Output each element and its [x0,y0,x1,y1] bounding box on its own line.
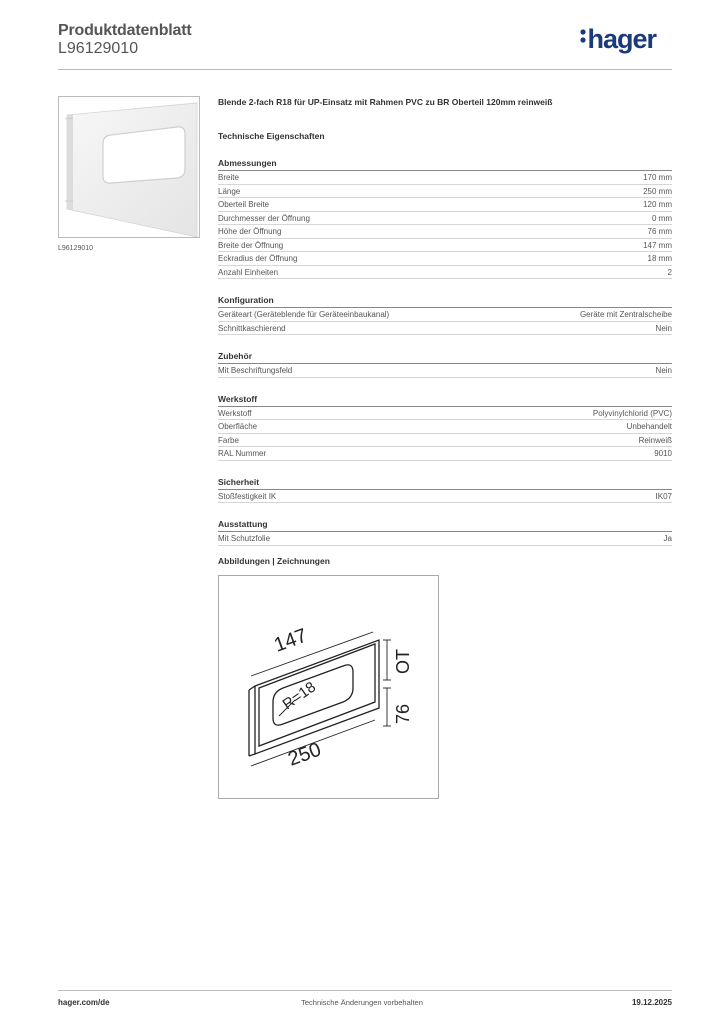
property-row [218,447,672,461]
property-label: Stoßfestigkeit IK [218,491,277,501]
dim-radius-label: R=18 [279,678,320,714]
property-label: Oberteil Breite [218,200,270,209]
property-value: 2 [667,267,672,277]
property-value: Ja [663,534,672,543]
product-title: Blende 2-fach R18 für UP-Einsatz mit Rahmen PVC zu BR Oberteil 120mm reinweiß [218,97,553,107]
section-zubeh-r [218,350,672,378]
property-label: Länge [218,186,241,196]
property-value: 9010 [654,449,672,458]
dim-length-label: 250 [285,738,325,771]
property-value: IK07 [655,491,672,501]
property-row [218,532,672,546]
section-sicherheit [218,476,672,504]
hager-logo [580,20,656,55]
section-ausstattung [218,518,672,546]
dim-width-label: 147 [271,624,311,657]
property-value: 76 mm [647,227,672,236]
property-label: Oberfläche [218,422,258,431]
section-konfiguration [218,294,672,335]
footer-divider [58,990,672,991]
property-row [218,198,672,212]
section-title: Zubehör [218,350,672,364]
property-value: Reinweiß [638,435,672,445]
property-value: 120 mm [643,200,672,209]
property-label: Höhe der Öffnung [218,227,282,236]
dim-top-label: OT [393,649,413,674]
property-value: Unbehandelt [626,422,672,431]
property-value: Polyvinylchlorid (PVC) [592,408,672,418]
property-label: Durchmesser der Öffnung [218,213,310,223]
property-sections [218,157,672,546]
property-row [218,212,672,226]
property-value: Nein [655,323,672,333]
logo-text: hager [587,24,656,54]
section-abmessungen [218,157,672,279]
section-werkstoff [218,393,672,461]
property-value: 170 mm [643,173,672,182]
property-value: 0 mm [652,213,672,223]
property-label: RAL Nummer [218,449,267,458]
section-title: Ausstattung [218,518,672,532]
product-image [58,96,200,238]
footer-notice: Technische Änderungen vorbehalten [301,998,423,1007]
section-title: Sicherheit [218,476,672,490]
section-title: Abmessungen [218,157,672,171]
property-row [218,434,672,448]
property-row [218,171,672,185]
property-row [218,266,672,280]
header-divider [58,69,672,70]
property-value: 250 mm [643,186,672,196]
property-value: 18 mm [647,254,672,263]
property-label: Breite [218,173,239,182]
property-row [218,490,672,504]
property-label: Breite der Öffnung [218,240,284,250]
footer-website: hager.com/de [58,998,110,1007]
article-number: L96129010 [58,40,139,57]
section-title: Werkstoff [218,393,672,407]
property-label: Mit Schutzfolie [218,534,271,543]
footer-date: 19.12.2025 [631,998,672,1007]
document-header [58,20,672,68]
property-value: Geräte mit Zentralscheibe [579,310,672,319]
property-value: 147 mm [643,240,672,250]
property-row [218,322,672,336]
property-value: Nein [655,366,672,375]
property-label: Anzahl Einheiten [218,267,279,277]
product-details [218,96,672,546]
property-label: Farbe [218,435,239,445]
property-label: Mit Beschriftungsfeld [218,366,293,375]
logo-dots-icon [580,20,586,51]
property-row [218,407,672,421]
property-label: Schnittkaschierend [218,323,286,333]
technical-drawing [218,575,439,799]
property-label: Geräteart (Geräteblende für Geräteeinbaukanal) [218,310,390,319]
property-row [218,252,672,266]
property-label: Werkstoff [218,408,252,418]
document-title: Produktdatenblatt [58,22,192,39]
drawings-heading: Abbildungen | Zeichnungen [218,556,330,566]
technical-properties-heading: Technische Eigenschaften [218,131,325,141]
property-row [218,185,672,199]
section-title: Konfiguration [218,294,672,308]
property-row [218,364,672,378]
property-row [218,308,672,322]
product-image-caption: L96129010 [58,245,94,252]
property-row [218,239,672,253]
property-row [218,225,672,239]
property-row [218,420,672,434]
property-label: Eckradius der Öffnung [218,254,298,263]
dim-height-label: 76 [393,703,413,724]
